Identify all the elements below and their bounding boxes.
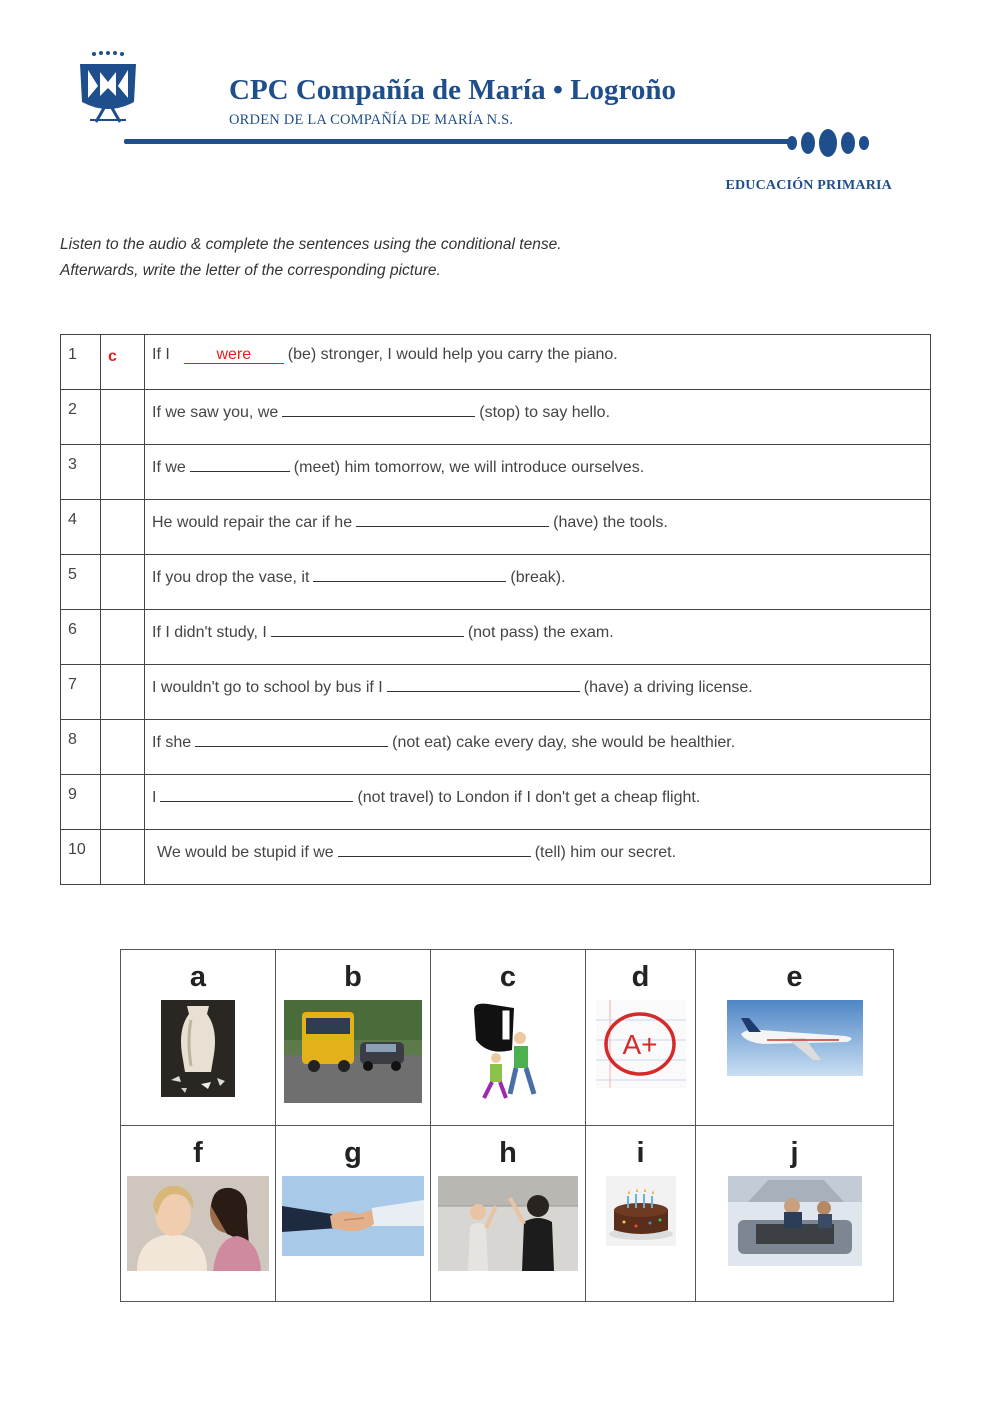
school-bus-image (284, 1000, 422, 1103)
exercise-number: 7 (61, 665, 101, 720)
answer-blank-input[interactable] (313, 566, 506, 582)
exercise-row (61, 775, 931, 830)
exercise-row (61, 720, 931, 775)
instruction-line-2: Afterwards, write the letter of the corresponding picture. (60, 262, 441, 279)
exercise-sentence (145, 610, 931, 665)
picture-cell (431, 950, 586, 1126)
answer-blank-input[interactable] (190, 456, 290, 472)
waving-hello-image (438, 1176, 578, 1271)
answer-letter-input[interactable] (101, 555, 145, 610)
answer-letter-input[interactable] (101, 775, 145, 830)
exercise-sentence (145, 555, 931, 610)
picture-letter: e (786, 961, 803, 993)
sentence-start: We would be stupid if we (157, 844, 334, 861)
header-divider (124, 139, 792, 144)
answer-letter-input[interactable] (101, 445, 145, 500)
picture-cell (696, 950, 894, 1126)
answer-letter-input[interactable] (101, 390, 145, 445)
sentence-end: (not eat) cake every day, she would be healthier. (392, 734, 736, 751)
picture-cell (121, 1126, 276, 1302)
education-level: EDUCACIÓN PRIMARIA (725, 178, 892, 193)
exercise-row (61, 555, 931, 610)
sentence-start: If I didn't study, I (152, 624, 267, 641)
picture-letter: b (344, 961, 362, 993)
picture-cell (276, 950, 431, 1126)
picture-cell (276, 1126, 431, 1302)
picture-cell (696, 1126, 894, 1302)
exercise-row (61, 665, 931, 720)
exercise-number: 2 (61, 390, 101, 445)
picture-letter: c (499, 961, 517, 993)
sentence-start: If we (152, 459, 186, 476)
exercise-table (60, 334, 931, 885)
exercise-sentence (145, 390, 931, 445)
answer-letter-input[interactable] (101, 500, 145, 555)
answer-letter-input[interactable] (101, 830, 145, 885)
sentence-end: (have) the tools. (553, 514, 668, 531)
exercise-sentence (145, 445, 931, 500)
exercise-row (61, 445, 931, 500)
handshake-image (282, 1176, 424, 1256)
answer-blank-input[interactable] (195, 731, 388, 747)
picture-letter: g (344, 1137, 362, 1169)
exercise-number: 5 (61, 555, 101, 610)
sentence-start: I (152, 789, 157, 806)
exercise-sentence (145, 775, 931, 830)
exercise-number: 6 (61, 610, 101, 665)
picture-table (120, 949, 894, 1302)
exercise-row (61, 610, 931, 665)
sentence-end: (be) stronger, I would help you carry the piano. (287, 346, 618, 363)
picture-letter: f (193, 1137, 203, 1169)
sentence-end: (break). (510, 569, 566, 586)
sentence-start: If we saw you, we (152, 404, 279, 421)
exercise-row (61, 500, 931, 555)
exercise-row (61, 390, 931, 445)
answer-blank-input[interactable] (387, 676, 580, 692)
picture-row (121, 950, 894, 1126)
exercise-number: 9 (61, 775, 101, 830)
exercise-row (61, 335, 931, 390)
picture-row (121, 1126, 894, 1302)
filled-answer-input[interactable]: were (184, 347, 284, 364)
birthday-cake-image (606, 1176, 676, 1246)
sentence-end: (tell) him our secret. (534, 844, 677, 861)
answer-letter-input[interactable]: c (101, 335, 145, 390)
picture-letter: h (499, 1137, 517, 1169)
grade-text: A+ (621, 1029, 658, 1060)
exercise-number: 8 (61, 720, 101, 775)
sentence-end: (stop) to say hello. (479, 404, 611, 421)
picture-cell (586, 950, 696, 1126)
answer-blank-input[interactable] (271, 621, 464, 637)
exercise-number: 10 (61, 830, 101, 885)
picture-cell (121, 950, 276, 1126)
instruction-line-1: Listen to the audio & complete the sentences using the conditional tense. (60, 236, 562, 253)
a-plus-grade-image (596, 1000, 686, 1088)
sentence-end: (not pass) the exam. (467, 624, 614, 641)
sentence-end: (not travel) to London if I don't get a cheap flight. (357, 789, 701, 806)
picture-cell (431, 1126, 586, 1302)
picture-letter: d (631, 961, 650, 993)
exercise-sentence (145, 830, 931, 885)
school-subtitle: ORDEN DE LA COMPAÑÍA DE MARÍA N.S. (229, 112, 514, 128)
exercise-sentence (145, 335, 931, 390)
carrying-piano-image (468, 1000, 548, 1100)
broken-vase-image (161, 1000, 235, 1097)
exercise-sentence (145, 665, 931, 720)
exercise-sentence (145, 500, 931, 555)
answer-blank-input[interactable] (160, 786, 353, 802)
picture-letter: i (636, 1137, 645, 1169)
sentence-start: He would repair the car if he (152, 514, 353, 531)
answer-blank-input[interactable] (282, 401, 475, 417)
exercise-sentence (145, 720, 931, 775)
car-repair-image (728, 1176, 862, 1266)
exercise-row (61, 830, 931, 885)
whispering-secret-image (127, 1176, 269, 1271)
picture-cell (586, 1126, 696, 1302)
exercise-number: 1 (61, 335, 101, 390)
answer-letter-input[interactable] (101, 665, 145, 720)
exercise-number: 3 (61, 445, 101, 500)
exercise-number: 4 (61, 500, 101, 555)
picture-letter: j (790, 1137, 799, 1169)
answer-blank-input[interactable] (356, 511, 549, 527)
sentence-start: If she (152, 734, 192, 751)
sentence-end: (have) a driving license. (583, 679, 753, 696)
sentence-start: I wouldn't go to school by bus if I (152, 679, 383, 696)
answer-letter-input[interactable] (101, 720, 145, 775)
airplane-image (727, 1000, 863, 1076)
sentence-start: If you drop the vase, it (152, 569, 310, 586)
picture-letter: a (189, 961, 207, 993)
school-logo (76, 50, 140, 126)
school-name: CPC Compañía de María • Logroño (229, 74, 677, 106)
sentence-end: (meet) him tomorrow, we will introduce ourselves. (293, 459, 645, 476)
header-dots-decoration (784, 128, 879, 158)
sentence-start: If I (152, 346, 170, 363)
answer-blank-input[interactable] (338, 841, 531, 857)
answer-letter-input[interactable] (101, 610, 145, 665)
